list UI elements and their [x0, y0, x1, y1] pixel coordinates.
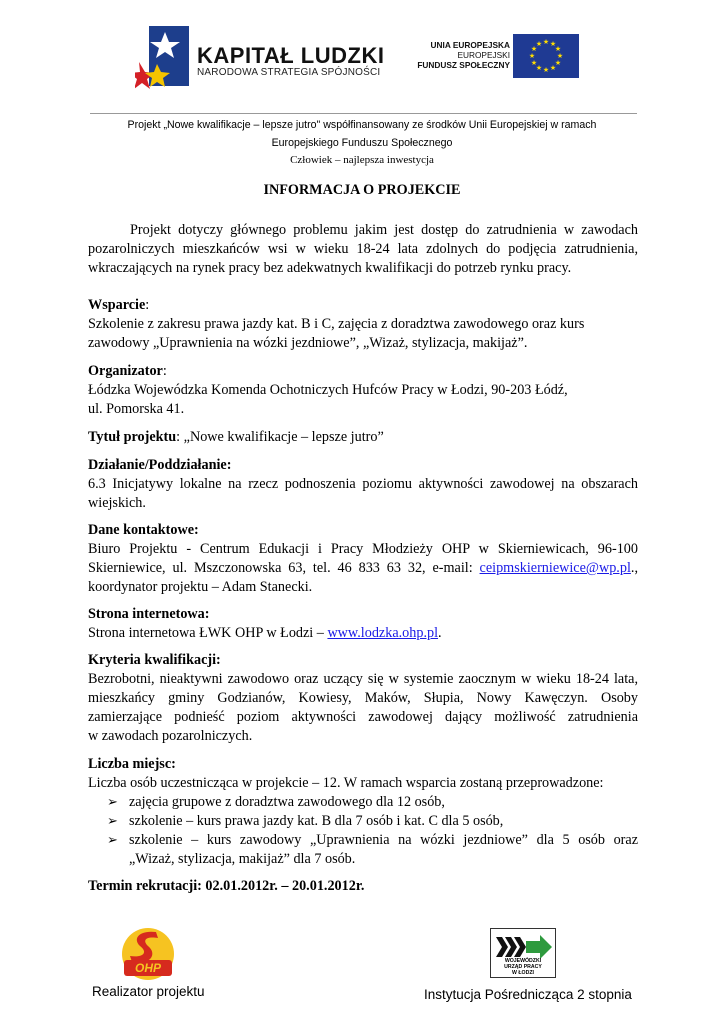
svg-text:★: ★: [535, 64, 543, 72]
intro-line-2: pozarolniczych mieszkańców wsi w wieku 18-24 lata zdolnych do podjęcia zatrudnienia,: [88, 241, 638, 257]
kryteria-line-1: Bezrobotni, nieaktywni zawodowo oraz uczący się w systemie zaocznym w wieku 18-24 lata,: [88, 671, 638, 687]
liczba-label: Liczba miejsc:: [88, 756, 176, 772]
kryteria-line-4: w zawodach pozarolniczych.: [88, 728, 253, 744]
tytul-line: [88, 428, 638, 448]
project-line-1: Projekt „Nowe kwalifikacje – lepsze jutro" współfinansowany ze środków Unii Europejskiej w ramach: [127, 119, 597, 131]
website-link[interactable]: www.lodzka.ohp.pl: [327, 625, 439, 641]
tytul-value: : „Nowe kwalifikacje – lepsze jutro”: [176, 429, 384, 445]
kontakt-line-3: koordynator projektu – Adam Stanecki.: [88, 579, 313, 595]
wup-arrows-icon: [492, 931, 554, 959]
wup-line-1: WOJEWÓDZKI: [504, 958, 542, 964]
realizator-caption: Realizator projektu: [92, 984, 205, 999]
bullet-icon: ➢: [107, 813, 118, 828]
wup-line-3: W ŁODZI: [512, 970, 534, 976]
svg-text:★: ★: [528, 52, 536, 60]
header-rule: [90, 113, 637, 114]
dzialanie-label: Działanie/Poddziałanie:: [88, 457, 232, 473]
wup-logo-text: [491, 958, 555, 976]
eu-line1: UNIA EUROPEJSKA: [430, 40, 510, 50]
wsparcie-line-1: Szkolenie z zakresu prawa jazdy kat. B i C, zajęcia z doradztwa zawodowego oraz kurs: [88, 316, 585, 332]
organizator-colon: :: [162, 363, 167, 379]
wsparcie-label: Wsparcie: [88, 297, 146, 313]
strona-line: [88, 624, 638, 644]
svg-text:★: ★: [556, 52, 564, 60]
project-line-3: Człowiek – najlepsza inwestycja: [290, 154, 434, 166]
wsparcie-heading: [88, 296, 638, 316]
document-title: INFORMACJA O PROJEKCIE: [263, 182, 461, 198]
eu-flag-icon: [513, 34, 579, 78]
organizator-line-2: ul. Pomorska 41.: [88, 401, 185, 417]
strona-text: Strona internetowa ŁWK OHP w Łodzi –: [88, 625, 328, 641]
kapital-ludzki-logo: [135, 24, 385, 92]
bullet-icon: ➢: [107, 832, 118, 847]
svg-text:★: ★: [549, 64, 557, 72]
liczba-item-2: szkolenie – kurs prawa jazdy kat. B dla 7 osób i kat. C dla 5 osób,: [129, 813, 504, 829]
kryteria-line-2: mieszkańcy gminy Godzianów, Kowiesy, Maków, Słupia, Nowy Kawęczyn. Osoby: [88, 690, 638, 706]
kapital-ludzki-subtitle: NARODOWA STRATEGIA SPÓJNOŚCI: [197, 67, 381, 78]
organizator-heading: [88, 362, 638, 382]
wsparcie-colon: :: [145, 297, 150, 313]
liczba-item-3-cont: „Wizaż, stylizacja, makijaż” dla 7 osób.: [129, 851, 356, 867]
dzialanie-line-1: 6.3 Inicjatywy lokalne na rzecz podnoszenia poziomu aktywności zawodowej na obszarach: [88, 476, 638, 492]
kontakt-line-1: Biuro Projektu - Centrum Edukacji i Pracy Młodzieży OHP w Skierniewicach, 96-100: [88, 541, 638, 557]
wup-line-2: URZĄD PRACY: [504, 964, 542, 970]
intro-line-1: Projekt dotyczy głównego problemu jakim jest dostęp do zatrudnienia w zawodach: [130, 222, 638, 238]
kontakt-line-2: [88, 559, 638, 579]
kapital-ludzki-title: KAPITAŁ LUDZKI: [197, 43, 385, 68]
kryteria-label: Kryteria kwalifikacji:: [88, 652, 221, 668]
ohp-logo: [118, 924, 178, 984]
kryteria-line-3: zamierzające podnieść poziom aktywności zawodowej dający możliwość zatrudnienia: [88, 709, 638, 725]
wup-logo: [490, 928, 556, 978]
svg-text:★: ★: [530, 45, 538, 53]
tytul-label: Tytuł projektu: [88, 429, 177, 445]
svg-text:★: ★: [542, 38, 550, 46]
svg-text:★: ★: [530, 59, 538, 67]
kontakt-line-2-suffix: .,: [630, 560, 638, 576]
svg-text:★: ★: [542, 66, 550, 74]
ohp-logo-icon: [118, 924, 178, 984]
kontakt-label: Dane kontaktowe:: [88, 522, 199, 538]
liczba-intro: Liczba osób uczestnicząca w projekcie – 12. W ramach wsparcia zostaną przeprowadzone:: [88, 775, 604, 791]
kapital-ludzki-emblem-icon: [135, 24, 195, 90]
svg-text:★: ★: [549, 40, 557, 48]
eu-line2: EUROPEJSKI: [457, 50, 510, 60]
liczba-item-1: zajęcia grupowe z doradztwa zawodowego dla 12 osób,: [129, 794, 445, 810]
email-link[interactable]: ceipmskierniewice@wp.pl: [479, 560, 631, 576]
dzialanie-line-2: wiejskich.: [88, 495, 146, 511]
eu-line3: FUNDUSZ SPOŁECZNY: [417, 60, 510, 70]
kontakt-line-2-text: Skierniewice, ul. Mszczonowska 63, tel. 46 833 63 32, e-mail:: [88, 560, 480, 576]
organizator-label: Organizator: [88, 363, 163, 379]
project-line-2: Europejskiego Funduszu Społecznego: [271, 137, 453, 149]
organizator-line-1: Łódzka Wojewódzka Komenda Ochotniczych Hufców Pracy w Łodzi, 90-203 Łódź,: [88, 382, 568, 398]
strona-suffix: .: [438, 625, 442, 641]
liczba-item-3: szkolenie – kurs zawodowy „Uprawnienia na wózki jezdniowe” dla 5 osób oraz: [129, 832, 638, 848]
svg-text:★: ★: [535, 40, 543, 48]
wsparcie-line-2: zawodowy „Uprawnienia na wózki jezdniowe”, „Wizaż, stylizacja, makijaż”.: [88, 335, 528, 351]
eu-text: [410, 40, 510, 70]
instytucja-caption: Instytucja Pośrednicząca 2 stopnia: [424, 987, 632, 1002]
intro-line-3: wkraczających na rynek pracy bez adekwatnych kwalifikacji do potrzeb rynku pracy.: [88, 260, 572, 276]
eu-logo: [410, 34, 580, 80]
svg-text:★: ★: [554, 59, 562, 67]
ohp-logo-text: OHP: [134, 961, 161, 975]
termin-rekrutacji: Termin rekrutacji: 02.01.2012r. – 20.01.2012r.: [88, 878, 365, 894]
svg-text:★: ★: [554, 45, 562, 53]
strona-label: Strona internetowa:: [88, 606, 210, 622]
bullet-icon: ➢: [107, 794, 118, 809]
